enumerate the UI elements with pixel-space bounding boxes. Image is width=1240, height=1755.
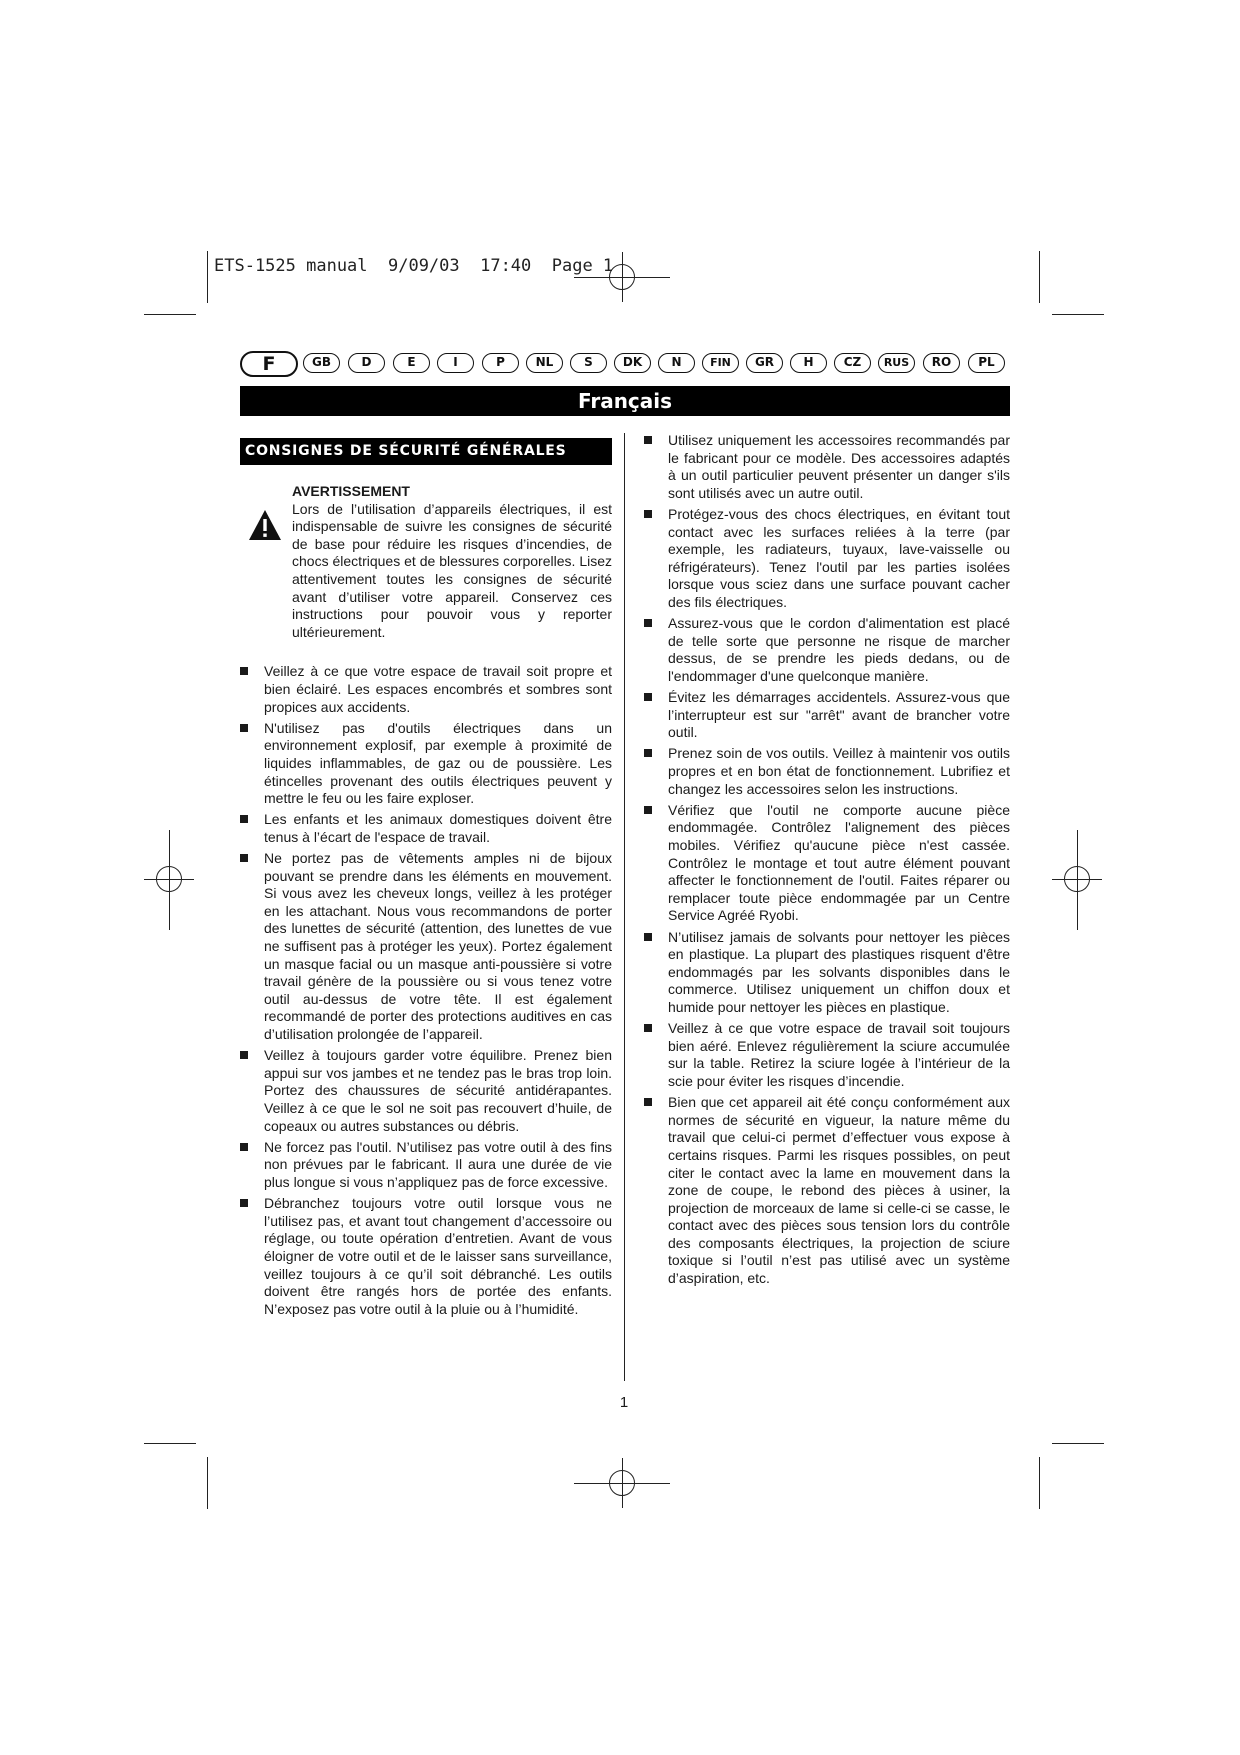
bullet-square-icon <box>240 1199 248 1207</box>
language-selector <box>240 351 1010 375</box>
lang-tab-fin[interactable]: FIN <box>702 353 739 373</box>
lang-tab-s[interactable]: S <box>570 353 607 373</box>
warning-text: Lors de l’utilisation d’appareils électriques, il est indispensable de suivre les consignes de sécurité de base pour réduire les risques d’incendies, de chocs électriques et de blessures corporelles. Lisez attentivement toutes les consignes de sécurité avant d’utiliser votre appareil. Conservez ces instructions pour pouvoir vous y reporter ultérieurement. <box>292 500 612 640</box>
list-item: Les enfants et les animaux domestiques doivent être tenus à l’écart de l'espace de travail. <box>240 811 612 846</box>
lang-tab-cz[interactable]: CZ <box>834 353 871 373</box>
warning-block <box>240 483 612 641</box>
bullet-square-icon <box>240 1143 248 1151</box>
warning-triangle-icon <box>248 509 282 541</box>
lang-tab-pl[interactable]: PL <box>968 353 1005 373</box>
lang-tab-nl[interactable]: NL <box>526 353 563 373</box>
left-safety-list <box>240 663 612 1318</box>
warning-title: AVERTISSEMENT <box>292 483 410 499</box>
bullet-square-icon <box>644 749 652 757</box>
list-item: Veillez à ce que votre espace de travail soit toujours bien aéré. Enlevez régulièrement la sciure accumulée sur la table. Retirez la sciure logée à l’intérieur de la scie pour éviter les risques d’incendie. <box>644 1020 1010 1090</box>
bullet-square-icon <box>644 933 652 941</box>
left-column <box>240 438 612 1322</box>
list-item: Bien que cet appareil ait été conçu conformément aux normes de sécurité en vigueur, la nature même du travail que celui-ci permet d’effectuer vous expose à certains risques. Parmi les risques possibles, on peut citer le contact avec la lame en mouvement dans la zone de coupe, le rebond des pièces à usiner, la projection de morceaux de lame si celle-ci se casse, le contact avec des pièces sous tension lors du contrôle des composants électriques, la projection de sciure toxique si l’outil n’est pas utilisé avec un système d’aspiration, etc. <box>644 1094 1010 1288</box>
list-item: Protégez-vous des chocs électriques, en évitant tout contact avec les surfaces reliées à la terre (par exemple, les radiateurs, tuyaux, lave-vaisselle ou réfrigérateurs). Tenez l'outil par les parties isolées lorsque vous sciez dans une surface pouvant cacher des fils électriques. <box>644 506 1010 612</box>
bullet-square-icon <box>240 1051 248 1059</box>
bullet-square-icon <box>644 1098 652 1106</box>
list-item: Débranchez toujours votre outil lorsque vous ne l’utilisez pas, et avant tout changement d’accessoire ou réglage, ou toute opération d’entretien. Avant de vous éloigner de votre outil et de le laisser sans surveillance, veillez toujours à ce qu’il soit débranché. Les outils doivent être rangés hors de portée des enfants. N’exposez pas votre outil à la pluie ou à l’humidité. <box>240 1195 612 1318</box>
list-item: Utilisez uniquement les accessoires recommandés par le fabricant pour ce modèle. Des accessoires adaptés à un outil particulier peuvent présenter un danger s'ils sont utilisés avec un autre outil. <box>644 432 1010 502</box>
list-item: Veillez à toujours garder votre équilibre. Prenez bien appui sur vos jambes et ne tendez pas le bras trop loin. Portez des chaussures de sécurité antidérapantes. Veillez à ce que le sol ne soit pas recouvert d’huile, de copeaux ou autres substances ou débris. <box>240 1047 612 1135</box>
lang-tab-h[interactable]: H <box>790 353 827 373</box>
list-item: Veillez à ce que votre espace de travail soit propre et bien éclairé. Les espaces encombrés et sombres sont propices aux accidents. <box>240 663 612 716</box>
list-item: Évitez les démarrages accidentels. Assurez-vous que l’interrupteur est sur "arrêt" avant de brancher votre outil. <box>644 689 1010 742</box>
language-title: Français <box>240 386 1010 416</box>
bullet-square-icon <box>240 667 248 675</box>
bullet-square-icon <box>644 619 652 627</box>
lang-tab-f[interactable]: F <box>240 351 298 377</box>
list-item: Prenez soin de vos outils. Veillez à maintenir vos outils propres et en bon état de fonctionnement. Lubrifiez et changez les accessoires selon les instructions. <box>644 745 1010 798</box>
lang-tab-d[interactable]: D <box>348 353 385 373</box>
bullet-square-icon <box>644 806 652 814</box>
print-header: ETS-1525 manual 9/09/03 17:40 Page 1 <box>214 256 614 276</box>
right-column <box>644 432 1010 1291</box>
right-safety-list <box>644 432 1010 1288</box>
lang-tab-gr[interactable]: GR <box>746 353 783 373</box>
lang-tab-gb[interactable]: GB <box>303 353 340 373</box>
bullet-square-icon <box>644 693 652 701</box>
lang-tab-e[interactable]: E <box>393 353 430 373</box>
list-item: Assurez-vous que le cordon d'alimentation est placé de telle sorte que personne ne risque de marcher dessus, de se prendre les pieds dedans, ou de l'endommager d'une quelconque manière. <box>644 615 1010 685</box>
section-title: CONSIGNES DE SÉCURITÉ GÉNÉRALES <box>240 438 612 465</box>
bullet-square-icon <box>644 436 652 444</box>
lang-tab-n[interactable]: N <box>658 353 695 373</box>
page-number: 1 <box>619 1394 629 1411</box>
lang-tab-ro[interactable]: RO <box>923 353 960 373</box>
lang-tab-dk[interactable]: DK <box>614 353 651 373</box>
list-item: Ne forcez pas l'outil. N’utilisez pas votre outil à des fins non prévues par le fabricant. Il aura une durée de vie plus longue si vous n’appliquez pas de force excessive. <box>240 1139 612 1192</box>
lang-tab-rus[interactable]: RUS <box>878 353 915 373</box>
column-divider <box>624 433 625 1381</box>
bullet-square-icon <box>644 510 652 518</box>
bullet-square-icon <box>240 854 248 862</box>
list-item: Vérifiez que l'outil ne comporte aucune pièce endommagée. Contrôlez l'alignement des pièces mobiles. Vérifiez qu'aucune pièce n'est cassée. Contrôlez le montage et tout autre élément pouvant affecter le fonctionnement de l'outil. Faites réparer ou remplacer toute pièce endommagée par un Centre Service Agréé Ryobi. <box>644 802 1010 925</box>
bullet-square-icon <box>240 815 248 823</box>
lang-tab-p[interactable]: P <box>482 353 519 373</box>
bullet-square-icon <box>240 724 248 732</box>
list-item: N’utilisez jamais de solvants pour nettoyer les pièces en plastique. La plupart des plastiques risquent d'être endommagés par les solvants disponibles dans le commerce. Utilisez uniquement un chiffon doux et humide pour nettoyer les pièces en plastique. <box>644 929 1010 1017</box>
bullet-square-icon <box>644 1024 652 1032</box>
list-item: Ne portez pas de vêtements amples ni de bijoux pouvant se prendre dans les éléments en mouvement. Si vous avez les cheveux longs, veillez à les protéger en les attachant. Nous vous recommandons de porter des lunettes de sécurité (attention, des lunettes de vue ne suffisent pas à protéger les yeux). Portez également un masque facial ou un masque anti-poussière si votre travail génère de la poussière ou si vous tenez votre outil au-dessus de votre tête. Il est également recommandé de porter des protections auditives en cas d’utilisation prolongée de l’appareil. <box>240 850 612 1044</box>
lang-tab-i[interactable]: I <box>437 353 474 373</box>
list-item: N'utilisez pas d'outils électriques dans un environnement explosif, par exemple à proximité de liquides inflammables, de gaz ou de poussière. Les étincelles provenant des outils électriques peuvent y mettre le feu ou les faire exploser. <box>240 720 612 808</box>
